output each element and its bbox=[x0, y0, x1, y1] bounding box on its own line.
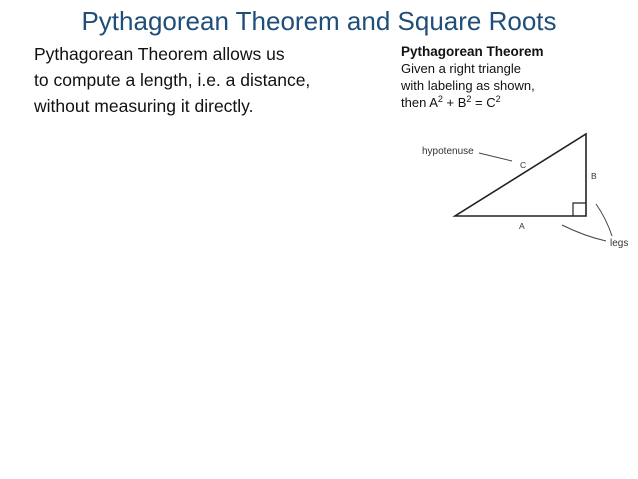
side-c-label: C bbox=[520, 160, 527, 170]
theorem-line: with labeling as shown, bbox=[401, 78, 535, 93]
eq-superscript: 2 bbox=[437, 94, 443, 104]
legs-pointer-upper bbox=[596, 204, 612, 236]
side-a-label: A bbox=[519, 221, 525, 231]
legs-pointer-lower bbox=[562, 225, 606, 241]
legs-label: legs bbox=[610, 238, 629, 249]
eq-then: then A bbox=[401, 95, 438, 110]
triangle-shape bbox=[455, 134, 586, 216]
intro-line: Pythagorean Theorem allows us bbox=[34, 44, 285, 64]
eq-superscript: 2 bbox=[495, 94, 501, 104]
right-angle-marker bbox=[573, 203, 586, 216]
intro-line: without measuring it directly. bbox=[34, 96, 254, 116]
theorem-heading: Pythagorean Theorem bbox=[401, 44, 544, 59]
theorem-line: Given a right triangle bbox=[401, 61, 521, 76]
page-title: Pythagorean Theorem and Square Roots bbox=[81, 6, 557, 36]
side-b-label: B bbox=[591, 171, 597, 181]
eq-equals: = C bbox=[471, 95, 496, 110]
eq-superscript: 2 bbox=[466, 94, 472, 104]
intro-line: to compute a length, i.e. a distance, bbox=[34, 70, 311, 90]
eq-plus: + B bbox=[442, 95, 467, 110]
hypotenuse-pointer bbox=[479, 153, 512, 161]
hypotenuse-label: hypotenuse bbox=[422, 146, 474, 157]
